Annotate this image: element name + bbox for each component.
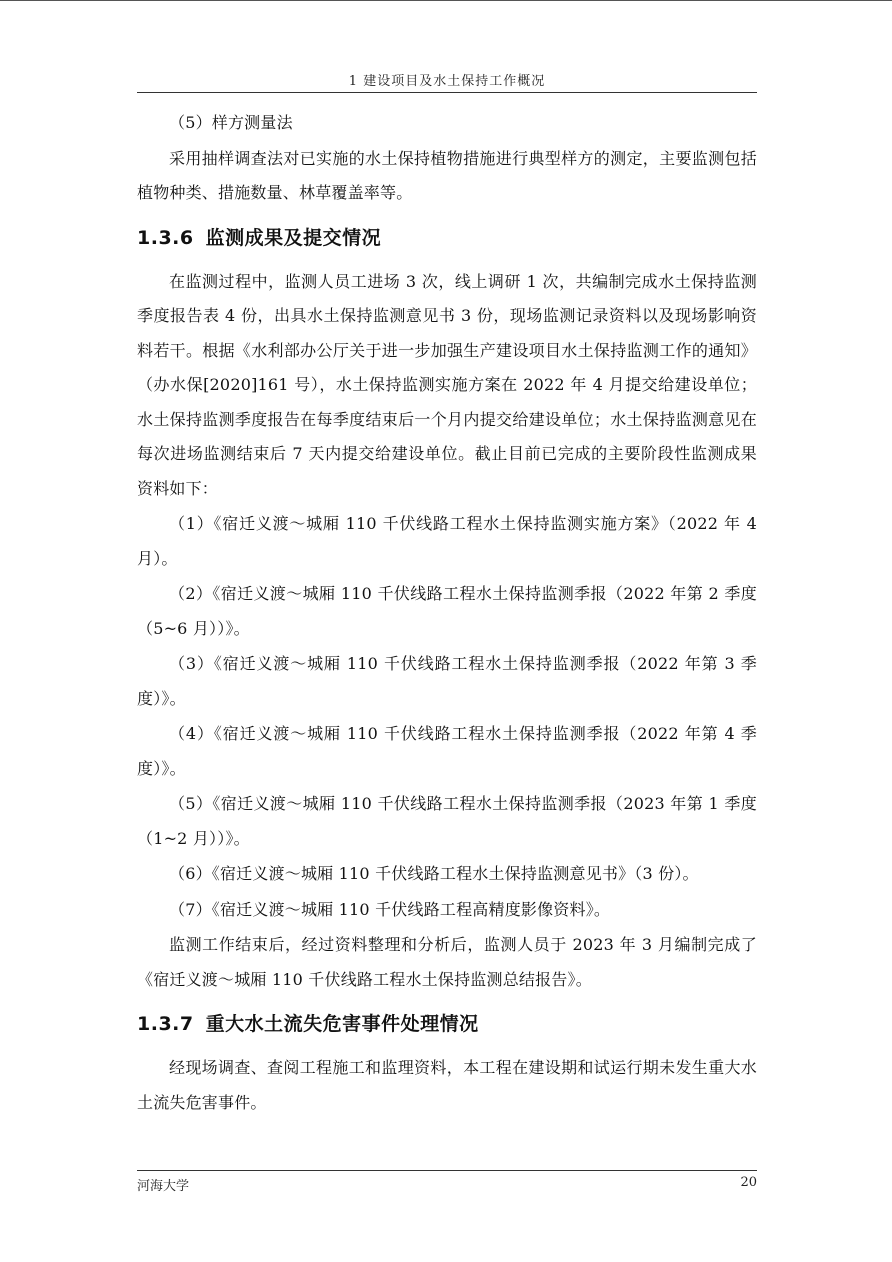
section-title: 监测成果及提交情况 xyxy=(205,226,382,249)
paragraph-hazard-events: 经现场调查、查阅工程施工和监理资料，本工程在建设期和试运行期未发生重大水土流失危害事件。 xyxy=(137,1058,757,1112)
list-item: （6）《宿迁义渡～城厢 110 千伏线路工程水土保持监测意见书》（3 份）。 xyxy=(169,864,699,883)
paragraph-sample-method: 采用抽样调查法对已实施的水土保持植物措施进行典型样方的测定，主要监测包括植物种类、措施数量、林草覆盖率等。 xyxy=(137,148,757,202)
section-title: 重大水土流失危害事件处理情况 xyxy=(205,1013,479,1035)
page-number: 20 xyxy=(740,1175,757,1190)
section-heading-1-3-6 xyxy=(137,221,757,255)
list-item: （1）《宿迁义渡～城厢 110 千伏线路工程水土保持监测实施方案》（2022 年 4 月）。 xyxy=(137,514,757,568)
paragraph-monitoring-conclusion: 监测工作结束后，经过资料整理和分析后，监测人员于 2023 年 3 月编制完成了《宿迁义渡～城厢 110 千伏线路工程水土保持监测总结报告》。 xyxy=(137,935,757,989)
section-number: 1.3.7 xyxy=(137,1013,194,1035)
page-content xyxy=(137,106,757,1121)
footer-organization: 河海大学 xyxy=(137,1179,190,1194)
section-number: 1.3.6 xyxy=(137,226,194,249)
list-item: （2）《宿迁义渡～城厢 110 千伏线路工程水土保持监测季报（2022 年第 2 季度（5~6 月））》。 xyxy=(137,584,757,638)
subsection-title-sample-method: （5）样方测量法 xyxy=(169,113,293,132)
list-item: （5）《宿迁义渡～城厢 110 千伏线路工程水土保持监测季报（2023 年第 1 季度（1~2 月））》。 xyxy=(137,794,757,848)
page-header: 1 建设项目及水土保持工作概况 xyxy=(137,70,757,93)
top-border xyxy=(0,0,892,1)
page-footer xyxy=(137,1170,757,1193)
list-item: （3）《宿迁义渡～城厢 110 千伏线路工程水土保持监测季报（2022 年第 3 季度）》。 xyxy=(137,654,757,708)
paragraph-monitoring-intro: 在监测过程中，监测人员工进场 3 次，线上调研 1 次，共编制完成水土保持监测季度报告表 4 份，出具水土保持监测意见书 3 份，现场监测记录资料以及现场影响资料若干。根据《水利部办公厅关于进一步加强生产建设项目水土保持监测工作的通知》（办水保[2020]161 号），水土保持监测实施方案在 2022 年 4 月提交给建设单位；水土保持监测季度报告在每季度结束后一个月内提交给建设单位；水土保持监测意见在每次进场监测结束后 7 天内提交给建设单位。截止目前已完成的主要阶段性监测成果资料如下： xyxy=(137,271,757,498)
section-heading-1-3-7 xyxy=(137,1007,757,1041)
list-item: （4）《宿迁义渡～城厢 110 千伏线路工程水土保持监测季报（2022 年第 4 季度）》。 xyxy=(137,724,757,778)
list-item: （7）《宿迁义渡～城厢 110 千伏线路工程高精度影像资料》。 xyxy=(169,899,611,919)
